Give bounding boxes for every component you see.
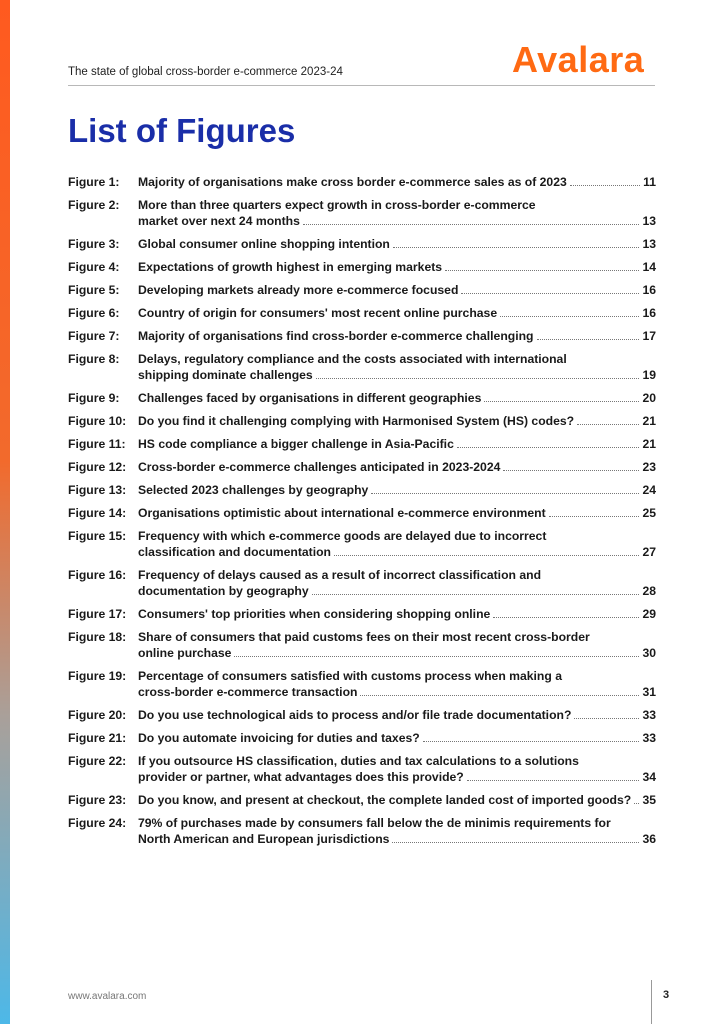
figure-title: Expectations of growth highest in emerging markets: [138, 260, 443, 274]
figure-page-number: 11: [643, 175, 656, 189]
page-number: 3: [663, 989, 670, 1001]
figure-title: Share of consumers that paid customs fees on their most recent cross-border: [138, 630, 590, 644]
figure-entry[interactable]: [68, 505, 656, 528]
figure-entry[interactable]: [68, 730, 656, 753]
figure-entry[interactable]: [68, 567, 656, 606]
figure-label: Figure 16:: [68, 568, 127, 582]
dot-leader: [484, 400, 639, 402]
figure-label: Figure 19:: [68, 669, 127, 683]
figure-title: documentation by geography: [138, 584, 309, 598]
dot-leader: [234, 655, 639, 657]
dot-leader: [423, 740, 640, 742]
figure-label: Figure 24:: [68, 816, 127, 830]
figure-label: Figure 5:: [68, 283, 120, 297]
figure-page-number: 31: [642, 685, 656, 699]
figure-entry[interactable]: [68, 236, 656, 259]
figure-page-number: 34: [642, 770, 656, 784]
figure-label: Figure 3:: [68, 237, 120, 251]
figure-title: Majority of organisations make cross border e-commerce sales as of 2023: [138, 175, 567, 189]
figure-entry[interactable]: [68, 815, 656, 854]
figure-entry[interactable]: [68, 707, 656, 730]
figure-entry[interactable]: [68, 413, 656, 436]
dot-leader: [500, 315, 639, 317]
figure-page-number: 28: [642, 584, 656, 598]
figure-title: Developing markets already more e-commerce focused: [138, 283, 459, 297]
figure-label: Figure 17:: [68, 607, 127, 621]
figure-title: Frequency with which e-commerce goods are delayed due to incorrect: [138, 529, 547, 543]
figure-title: cross-border e-commerce transaction: [138, 685, 358, 699]
figure-title: Do you find it challenging complying with Harmonised System (HS) codes?: [138, 414, 575, 428]
figure-page-number: 33: [642, 731, 656, 745]
dot-leader: [503, 469, 639, 471]
figure-entry[interactable]: [68, 459, 656, 482]
dot-leader: [461, 292, 639, 294]
dot-leader: [537, 338, 640, 340]
figure-label: Figure 15:: [68, 529, 127, 543]
figure-page-number: 25: [642, 506, 656, 520]
figure-label: Figure 4:: [68, 260, 120, 274]
dot-leader: [316, 377, 640, 379]
avalara-logo: [512, 38, 644, 78]
figure-title: classification and documentation: [138, 545, 332, 559]
figure-entry[interactable]: [68, 482, 656, 505]
figure-page-number: 21: [642, 414, 656, 428]
header-divider: [68, 85, 655, 86]
dot-leader: [393, 246, 640, 248]
dot-leader: [312, 593, 640, 595]
dot-leader: [457, 446, 640, 448]
figure-page-number: 35: [642, 793, 656, 807]
figure-title: Country of origin for consumers' most recent online purchase: [138, 306, 498, 320]
figure-page-number: 13: [642, 214, 656, 228]
figure-title: Do you automate invoicing for duties and taxes?: [138, 731, 420, 745]
dot-leader: [493, 616, 639, 618]
dot-leader: [570, 184, 640, 186]
dot-leader: [634, 802, 639, 804]
figure-entry[interactable]: [68, 197, 656, 236]
figure-page-number: 23: [642, 460, 656, 474]
figure-entry[interactable]: [68, 390, 656, 413]
figure-page-number: 24: [642, 483, 656, 497]
page-title: List of Figures: [68, 112, 296, 149]
figure-page-number: 30: [642, 646, 656, 660]
figure-page-number: 14: [642, 260, 656, 274]
figure-page-number: 16: [642, 306, 656, 320]
footer-divider: [651, 980, 652, 1024]
dot-leader: [577, 423, 639, 425]
dot-leader: [445, 269, 639, 271]
figure-title: Global consumer online shopping intention: [138, 237, 390, 251]
dot-leader: [303, 223, 640, 225]
figure-entry[interactable]: [68, 792, 656, 815]
figure-entry[interactable]: [68, 629, 656, 668]
figure-title: online purchase: [138, 646, 232, 660]
figure-label: Figure 13:: [68, 483, 127, 497]
figure-entry[interactable]: [68, 351, 656, 390]
figure-label: Figure 12:: [68, 460, 127, 474]
figure-title: Delays, regulatory compliance and the costs associated with international: [138, 352, 567, 366]
dot-leader: [360, 694, 639, 696]
figure-entry[interactable]: [68, 753, 656, 792]
dot-leader: [334, 554, 639, 556]
figure-entry[interactable]: [68, 328, 656, 351]
dot-leader: [371, 492, 639, 494]
figure-label: Figure 23:: [68, 793, 127, 807]
figure-label: Figure 2:: [68, 198, 120, 212]
figure-page-number: 20: [642, 391, 656, 405]
figure-label: Figure 6:: [68, 306, 120, 320]
dot-leader: [467, 779, 640, 781]
figure-entry[interactable]: [68, 282, 656, 305]
figure-page-number: 29: [642, 607, 656, 621]
figure-label: Figure 22:: [68, 754, 127, 768]
figure-title: Challenges faced by organisations in different geographies: [138, 391, 482, 405]
figure-label: Figure 8:: [68, 352, 120, 366]
figure-entry[interactable]: [68, 305, 656, 328]
figure-entry[interactable]: [68, 259, 656, 282]
figure-title: Majority of organisations find cross-border e-commerce challenging: [138, 329, 534, 343]
figure-page-number: 33: [642, 708, 656, 722]
figure-page-number: 17: [642, 329, 656, 343]
dot-leader: [549, 515, 640, 517]
figure-title: More than three quarters expect growth in cross-border e-commerce: [138, 198, 536, 212]
figure-list: [68, 174, 656, 854]
figure-title: shipping dominate challenges: [138, 368, 313, 382]
figure-entry[interactable]: [68, 174, 656, 197]
footer-url[interactable]: www.avalara.com: [68, 991, 147, 1002]
figure-title: Selected 2023 challenges by geography: [138, 483, 369, 497]
figure-title: provider or partner, what advantages does this provide?: [138, 770, 464, 784]
figure-label: Figure 10:: [68, 414, 127, 428]
figure-label: Figure 9:: [68, 391, 120, 405]
figure-title: Consumers' top priorities when considering shopping online: [138, 607, 491, 621]
figure-title: Do you know, and present at checkout, the complete landed cost of imported goods?: [138, 793, 632, 807]
side-accent-bar: [0, 0, 10, 1024]
figure-page-number: 13: [642, 237, 656, 251]
figure-entry[interactable]: [68, 606, 656, 629]
figure-label: Figure 18:: [68, 630, 127, 644]
report-title: The state of global cross-border e-commerce 2023-24: [68, 66, 343, 78]
figure-page-number: 19: [642, 368, 656, 382]
dot-leader: [392, 841, 639, 843]
figure-label: Figure 11:: [68, 437, 126, 451]
figure-page-number: 36: [642, 832, 656, 846]
figure-label: Figure 21:: [68, 731, 127, 745]
figure-title: If you outsource HS classification, duties and tax calculations to a solutions: [138, 754, 579, 768]
figure-title: Percentage of consumers satisfied with customs process when making a: [138, 669, 562, 683]
figure-page-number: 27: [642, 545, 656, 559]
figure-title: Organisations optimistic about international e-commerce environment: [138, 506, 546, 520]
figure-title: North American and European jurisdictions: [138, 832, 390, 846]
figure-page-number: 21: [642, 437, 656, 451]
figure-title: market over next 24 months: [138, 214, 300, 228]
figure-title: Do you use technological aids to process and/or file trade documentation?: [138, 708, 572, 722]
figure-title: 79% of purchases made by consumers fall below the de minimis requirements for: [138, 816, 611, 830]
figure-title: HS code compliance a bigger challenge in Asia-Pacific: [138, 437, 454, 451]
figure-label: Figure 7:: [68, 329, 120, 343]
figure-label: Figure 14:: [68, 506, 127, 520]
dot-leader: [574, 717, 639, 719]
figure-entry[interactable]: [68, 668, 656, 707]
figure-page-number: 16: [642, 283, 656, 297]
figure-entry[interactable]: [68, 528, 656, 567]
figure-title: Frequency of delays caused as a result of incorrect classification and: [138, 568, 542, 582]
figure-entry[interactable]: [68, 436, 656, 459]
logo-text: Avalara: [512, 39, 645, 80]
figure-title: Cross-border e-commerce challenges anticipated in 2023-2024: [138, 460, 501, 474]
figure-label: Figure 1:: [68, 175, 120, 189]
figure-label: Figure 20:: [68, 708, 127, 722]
